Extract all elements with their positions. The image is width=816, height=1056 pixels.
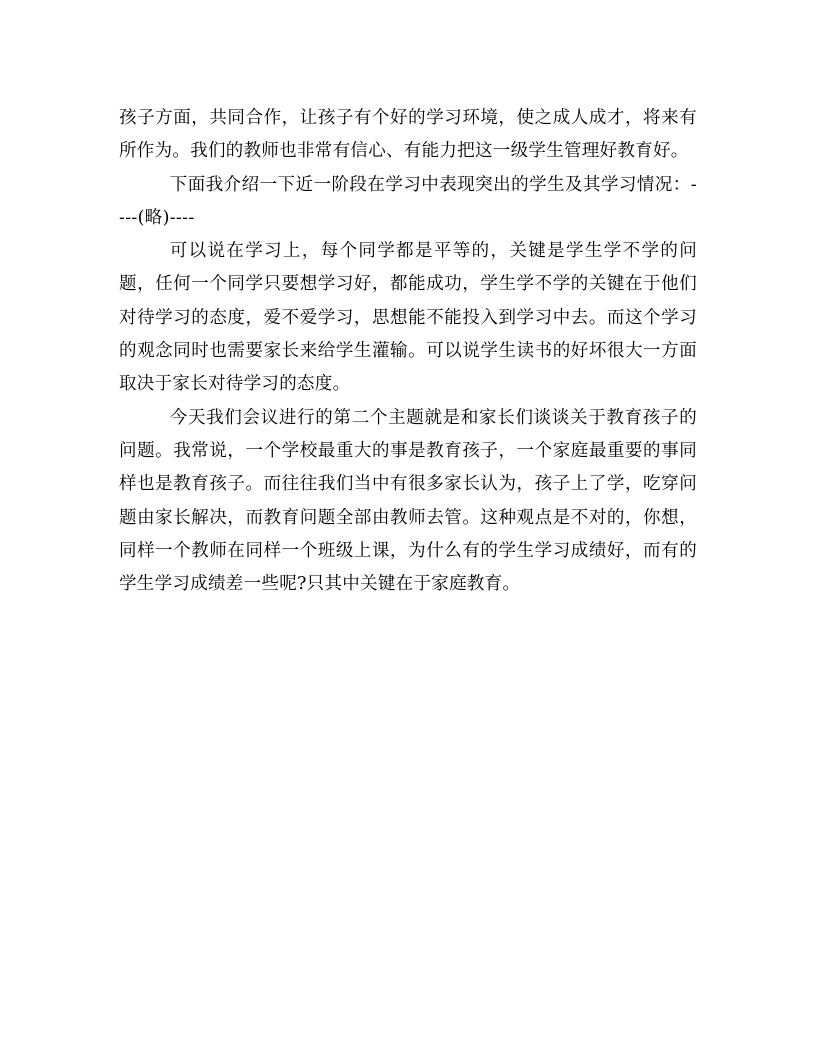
paragraph-family-education: 今天我们会议进行的第二个主题就是和家长们谈谈关于教育孩子的问题。我常说，一个学校最重大的事是教育孩子，一个家庭最重要的事同样也是教育孩子。而往往我们当中有很多家长认为，孩子上了学，吃穿问题由家长解决，而教育问题全部由教师去管。这种观点是不对的，你想，同样一个教师在同样一个班级上课，为什么有的学生学习成绩好，而有的学生学习成绩差一些呢?只其中关键在于家庭教育。	[119, 407, 697, 595]
paragraph-continuation: 孩子方面，共同合作，让孩子有个好的学习环境，使之成人成才，将来有所作为。我们的教师也非常有信心、有能力把这一级学生管理好教育好。	[119, 108, 697, 162]
paragraph-learning-attitude: 可以说在学习上，每个同学都是平等的，关键是学生学不学的问题，任何一个同学只要想学习好，都能成功，学生学不学的关键在于他们对待学习的态度，爱不爱学习，思想能不能投入到学习中去。而这个学习的观念同时也需要家长来给学生灌输。可以说学生读书的好坏很大一方面取决于家长对待学习的态度。	[119, 241, 697, 395]
document-body	[119, 102, 697, 601]
paragraph-introduction-students: 下面我介绍一下近一阶段在学习中表现突出的学生及其学习情况：----(略)----	[119, 174, 697, 228]
